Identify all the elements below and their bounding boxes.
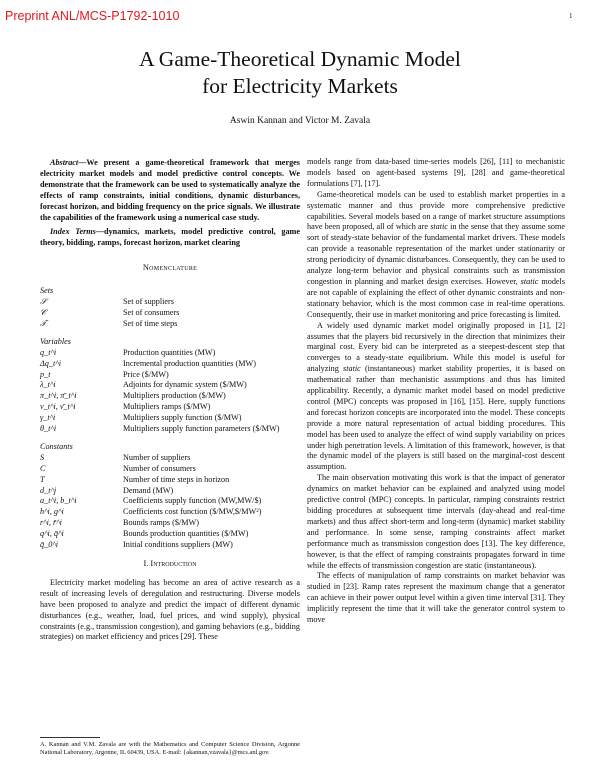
nomenclature-description: Multipliers supply function parameters ($/MW) — [123, 424, 280, 434]
right-paragraph-4: The effects of manipulation of ramp constraints on market behavior was studied in [23]. Ramp rates represent the maximum change that a generator can achieve in their power output level within a given time interval [31]. They implicitly represent the time that it will take the generator control system to move — [307, 571, 565, 625]
nomenclature-symbol: q_t^i — [40, 347, 57, 357]
nomenclature-row — [40, 424, 300, 435]
nomenclature-row — [40, 308, 300, 319]
intro-paragraph: Electricity market modeling has become an area of active research as a result of increasing levels of deregulation and restructuring. Diverse models have been proposed to analyze and predict the impact of different dynamic disturbances (e.g., weather, load, fuel prices, and wind supply), physical constraints (e.g., transmission congestion), and gaming behaviors (e.g., bidding strategies) on market efficiency and prices [29]. These — [40, 577, 300, 642]
nomenclature-row — [40, 391, 300, 402]
abstract-label: Abstract — [50, 158, 79, 167]
nomenclature-description: Multipliers supply function ($/MW) — [123, 413, 242, 423]
nomenclature-description: Multipliers ramps ($/MW) — [123, 402, 211, 412]
nomenclature-description: Initial conditions suppliers (MW) — [123, 540, 233, 550]
nomenclature-row — [40, 453, 300, 464]
nomenclature-description: Price ($/MW) — [123, 369, 169, 379]
nomenclature-description: Number of suppliers — [123, 452, 191, 462]
index-terms-label: Index Terms — [50, 227, 96, 237]
right-paragraph-0: models range from data-based time-series models [26], [11] to mechanistic models based on agent-based systems [9], [28] and game-theoretical formulations [7], [17]. — [307, 157, 565, 188]
nomenclature-symbol: C — [40, 463, 46, 473]
nomenclature-symbol: ν_t^i, ν̄_t^i — [40, 402, 76, 412]
nomenclature-symbol: Δq_t^i — [40, 358, 61, 368]
intro-heading: I. Introduction — [143, 559, 197, 568]
paper-title-line-2: for Electricity Markets — [202, 74, 398, 98]
nomenclature-symbol: γ_t^i — [40, 413, 56, 423]
nomenclature-row — [40, 413, 300, 424]
nomenclature-group-title: Variables — [40, 336, 71, 346]
right-column — [307, 157, 565, 626]
nomenclature-symbol: π_t^i, π̄_t^i — [40, 391, 77, 401]
nomenclature-row — [40, 348, 300, 359]
nomenclature-symbol: S — [40, 452, 45, 462]
nomenclature-row — [40, 464, 300, 475]
preprint-label: Preprint ANL/MCS-P1792-1010 — [5, 9, 180, 23]
index-terms — [40, 227, 300, 249]
nomenclature-row — [40, 475, 300, 486]
nomenclature-symbol: 𝒞 — [40, 307, 46, 317]
nomenclature-symbol: r^i, r̄^i — [40, 518, 62, 528]
nomenclature-description: Number of consumers — [123, 463, 196, 473]
right-paragraph-1: Game-theoretical models can be used to establish market properties in a systematic manner and thus provide more comprehensive predictive capabilities. Several models based on a range of market structure assumptions have been proposed, all of which are static in the sense that they assume some sort of steady-state behavior of the fundamental market drivers. These models can provide a reasonable representation of the market under stationarity or strong periodicity of dynamic disturbances. Consequently, they can be used to analyze long-term behavior and physical constraints such as transmission congestion in planning and market design exercises. However, static models are not capable of explaining the effect of other dynamic constraints and non-stationary behavior, which is the most common case in real-time operations. Consequently, their use in market monitoring and price forecasting is limited. — [307, 189, 566, 319]
nomenclature-description: Demand (MW) — [123, 485, 174, 495]
abstract — [40, 158, 300, 223]
nomenclature-description: Incremental production quantities (MW) — [123, 358, 257, 368]
nomenclature-description: Coefficients cost function ($/MW,$/MW²) — [123, 507, 262, 517]
nomenclature-row — [40, 518, 300, 529]
nomenclature-symbol: 𝒮 — [40, 297, 47, 307]
right-paragraph-2: A widely used dynamic market model originally proposed in [1], [2] assumes that the players bid recursively in the direction that minimizes their marginal cost. Every bid can be interpreted as a steepest-descent step that converges to a steady-state equilibrium. While this model is useful for analyzing static (instantaneous) market stability properties, it is based on mathematical rather than mechanistic assumptions and thus has limited applicability. Recently, a dynamic market model based on model predictive control (MPC) concepts was proposed in [16], [15]. Here, supply functions and forecast horizon concepts are incorporated into the model. These concepts provide a more natural representation of actual bidding procedures. This model has been used to analyze the effect of wind supply variability on prices under high penetration levels. A limitation of this framework, however, is that the dynamic model of the players is still based on the marginal-cost descent assumption. — [307, 320, 565, 472]
nomenclature-symbol: q^i, q̄^i — [40, 529, 64, 539]
nomenclature-description: Coefficients supply function (MW,MW/$) — [123, 496, 262, 506]
nomenclature-description: Multipliers production ($/MW) — [123, 391, 226, 401]
nomenclature-group-title: Sets — [40, 286, 54, 296]
nomenclature-group-title: Constants — [40, 441, 73, 451]
nomenclature-symbol: a_t^i, b_t^i — [40, 496, 77, 506]
nomenclature-row — [40, 380, 300, 391]
nomenclature-symbol: d_t^j — [40, 485, 57, 495]
nomenclature-symbol: q̄_0^i — [40, 540, 59, 550]
nomenclature-row — [40, 297, 300, 308]
nomenclature-description: Adjoints for dynamic system ($/MW) — [123, 380, 247, 390]
nomenclature-row — [40, 359, 300, 370]
index-terms-text: —dynamics, markets, model predictive control, game theory, bidding, ramps, forecast horizon, market clearing — [40, 227, 301, 248]
nomenclature-symbol: T — [40, 474, 45, 484]
nomenclature-description: Set of consumers — [123, 307, 180, 317]
authors: Aswin Kannan and Victor M. Zavala — [229, 116, 371, 126]
nomenclature-row — [40, 496, 300, 507]
nomenclature-list — [40, 286, 300, 551]
nomenclature-row — [40, 319, 300, 330]
nomenclature-description: Set of time steps — [123, 318, 178, 328]
footnote: A. Kannan and V.M. Zavala are with the Mathematics and Computer Science Division, Argonne National Laboratory, Argonne, IL 60439, USA. E-mail: {akannan,vzavala}@mcs.anl.gov. — [40, 741, 300, 757]
paper-title-line-1: A Game-Theoretical Dynamic Model — [139, 47, 461, 71]
nomenclature-description: Number of time steps in horizon — [123, 474, 230, 484]
nomenclature-heading: Nomenclature — [142, 263, 198, 273]
nomenclature-row — [40, 402, 300, 413]
nomenclature-description: Production quantities (MW) — [123, 347, 216, 357]
nomenclature-description: Bounds ramps ($/MW) — [123, 518, 199, 528]
nomenclature-description: Set of suppliers — [123, 297, 174, 307]
nomenclature-symbol: θ_t^i — [40, 424, 57, 434]
nomenclature-symbol: λ_t^i — [40, 380, 56, 390]
nomenclature-row — [40, 507, 300, 518]
right-paragraph-3: The main observation motivating this work is that the impact of generator dynamics on market behavior can be explained and analyzed using model predictive control (MPC) concepts. In particular, ramping constraints restrict bidding procedures at subsequent time intervals (day-ahead and real-time markets) and thus affect short-term and long-term (dynamic) market stability and performance. In some sense, ramping constraints affect market performance much as transmission congestion does [13]. The key difference, however, is that the effect of ramping constraints propagates forward in time while the effects of transmission congestion are static (instantaneous). — [307, 473, 565, 570]
nomenclature-row — [40, 540, 300, 551]
nomenclature-symbol: 𝒯 — [40, 318, 47, 328]
nomenclature-row — [40, 370, 300, 381]
nomenclature-description: Bounds production quantities ($/MW) — [123, 529, 249, 539]
nomenclature-symbol: h^i, g^i — [40, 507, 64, 517]
page-number: 1 — [569, 12, 573, 20]
nomenclature-symbol: p_t — [40, 369, 51, 379]
left-column — [40, 158, 300, 643]
abstract-text: —We present a game-theoretical framework that merges electricity market models and model predictive control concepts. We demonstrate that the framework can be used to systematically analyze the effects of ramp constraints, initial conditions, dynamic disturbances, forecast horizon, and bidding frequency on the price signals. We illustrate the capabilities of the framework using a numerical case study. — [40, 158, 300, 222]
nomenclature-row — [40, 529, 300, 540]
footnote-rule — [40, 737, 100, 738]
nomenclature-row — [40, 486, 300, 497]
